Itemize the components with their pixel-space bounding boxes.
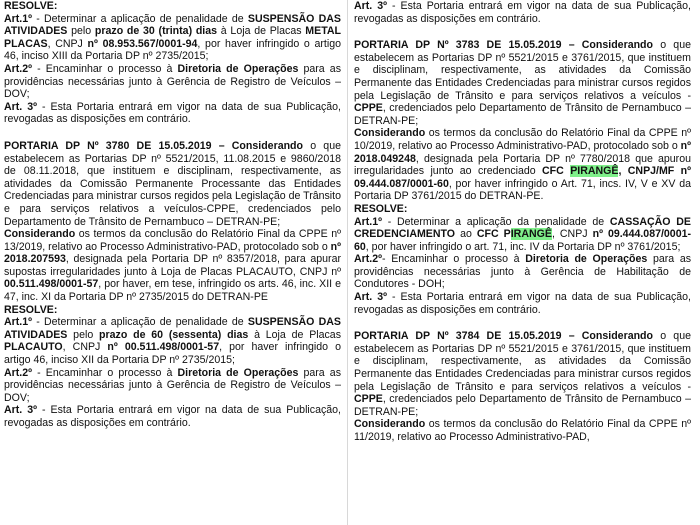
highlighted-name: PIRANGÊ (570, 165, 619, 178)
article-1: Art.1º - Determinar a aplicação de penalidade de SUSPENSÃO DAS ATIVIDADES pelo prazo de 60 (sessenta) dias à Loja de Placas PLACAUTO, CNPJ nº 00.511.498/0001-57, por haver infringido o artigo 46, inciso XII da Portaria DP nº 2735/2015; (4, 316, 341, 367)
portaria-title: PORTARIA DP Nº 3783 DE 15.05.2019 – Considerando (354, 39, 654, 52)
article-2: Art.2º - Encaminhar o processo à Diretoria de Operações para as providências necessárias junto à Gerência de Registro de Veículos – DOV; (4, 366, 341, 404)
left-block-1 (4, 0, 341, 126)
resolve-heading: RESOLVE: (4, 303, 58, 316)
considerando-paragraph: Considerando os termos da conclusão do Relatório Final da CPPE nº 13/2019, relativo ao Processo Administrativo-PAD, protocolado sob o nº 2018.207593, designada pela Portaria DP nº 8357/2018, para apurar supostas irregularidades junto à Loja de Placas PLACAUTO, CNPJ nº 00.511.498/0001-57, por haver, em tese, infringido os arts. 46, inc. XII e 47, inc. XI da Portaria DP nº 2735/2015 do DETRAN-PE (4, 228, 341, 304)
considerando-paragraph: Considerando os termos da conclusão do Relatório Final da CPPE nº 11/2019, relativo ao Processo Administrativo-PAD, (354, 418, 691, 443)
portaria-intro: PORTARIA DP Nº 3783 DE 15.05.2019 – Considerando o que estabelecem as Portarias DP nº 5521/2015 e 3761/2015, que instituem e disciplinam, respectivamente, as atividades da Comissão Permanente das Entidades Credenciadas para ministrar cursos regidos pela Legislação de Trânsito e para serviços relativos a veículos - CPPE, credenciados pelo Departamento de Trânsito de Pernambuco – DETRAN-PE; (354, 39, 691, 127)
article-3: Art. 3º - Esta Portaria entrará em vigor na data de sua Publicação, revogadas as disposições em contrário. (354, 291, 691, 316)
portaria-3780 (4, 140, 341, 430)
considerando-paragraph: Considerando os termos da conclusão do Relatório Final da CPPE nº 10/2019, relativo ao Processo Administrativo-PAD, protocolado sob o nº 2018.049248, designada pela Portaria DP nº 7780/2018 que apurou irregularidades junto ao credenciado CFC PIRANGÊ, CNPJ/MF nº 09.444.087/0001-60, por haver infringido o Art. 71, incs. IV, V e XV da Portaria DP 3761/2015 do DETRAN-PE. (354, 127, 691, 203)
article-2: Art.2º - Encaminhar o processo à Diretoria de Operações para as providências necessárias junto à Gerência de Registro de Veículos – DOV; (4, 62, 341, 101)
portaria-intro: PORTARIA DP Nº 3784 DE 15.05.2019 – Considerando o que estabelecem as Portarias DP nº 5521/2015 e 3761/2015, que instituem e disciplinam, respectivamente, as atividades da Comissão Permanente das Entidades Credenciadas para ministrar cursos regidos pela Legislação de Trânsito e para serviços relativos a veículos - CPPE, credenciados pelo Departamento de Trânsito de Pernambuco – DETRAN-PE; (354, 330, 691, 418)
left-column (4, 0, 341, 525)
article-3: Art. 3º - Esta Portaria entrará em vigor na data de sua Publicação, revogadas as disposições em contrário. (354, 0, 691, 25)
column-divider (347, 0, 348, 525)
portaria-title: PORTARIA DP Nº 3780 DE 15.05.2019 – Considerando (4, 139, 304, 152)
article-1: Art.1º - Determinar a aplicação da penalidade de CASSAÇÃO DE CREDENCIAMENTO ao CFC PIRANGÊ, CNPJ nº 09.444.087/0001-60, por haver infringido o art. 71, inc. IV da Portaria DP nº 3761/2015; (354, 215, 691, 253)
article-3: Art. 3º - Esta Portaria entrará em vigor na data de sua Publicação, revogadas as disposições em contrário. (4, 404, 341, 429)
article-3: Art. 3º - Esta Portaria entrará em vigor na data de sua Publicação, revogadas as disposições em contrário. (4, 100, 341, 126)
article-1: Art.1º - Determinar a aplicação de penalidade de SUSPENSÃO DAS ATIVIDADES pelo prazo de 30 (trinta) dias à Loja de Placas METAL PLACAS, CNPJ nº 08.953.567/0001-94, por haver infringido o artigo 46, inciso XIII da Portaria DP nº 2735/2015; (4, 12, 341, 63)
portaria-intro: PORTARIA DP Nº 3780 DE 15.05.2019 – Considerando o que estabelecem as Portarias DP nº 5521/2015, 11.08.2015 e 9860/2018 de 08.11.2018, que instituem e disciplinam, respectivamente, as atividades da Comissão Permanente Processante das Entidades Credenciadas para ministrar cursos regidos pela Legislação de Trânsito e para serviços relativos a veículos-CPPE, credenciados pelo Departamento de Trânsito de Pernambuco – DETRAN-PE; (4, 139, 341, 228)
portaria-title: PORTARIA DP Nº 3784 DE 15.05.2019 – Considerando (354, 330, 654, 343)
right-column (354, 0, 691, 525)
resolve-heading: RESOLVE: (354, 202, 408, 215)
highlighted-name: IRANGÊ (510, 228, 552, 241)
resolve-heading: RESOLVE: (4, 0, 58, 12)
portaria-3784 (354, 330, 691, 443)
portaria-3783 (354, 39, 691, 316)
article-2: Art.2º- Encaminhar o processo à Diretoria de Operações para as providências necessárias junto à Gerência de Habilitação de Condutores - DOH; (354, 253, 691, 291)
